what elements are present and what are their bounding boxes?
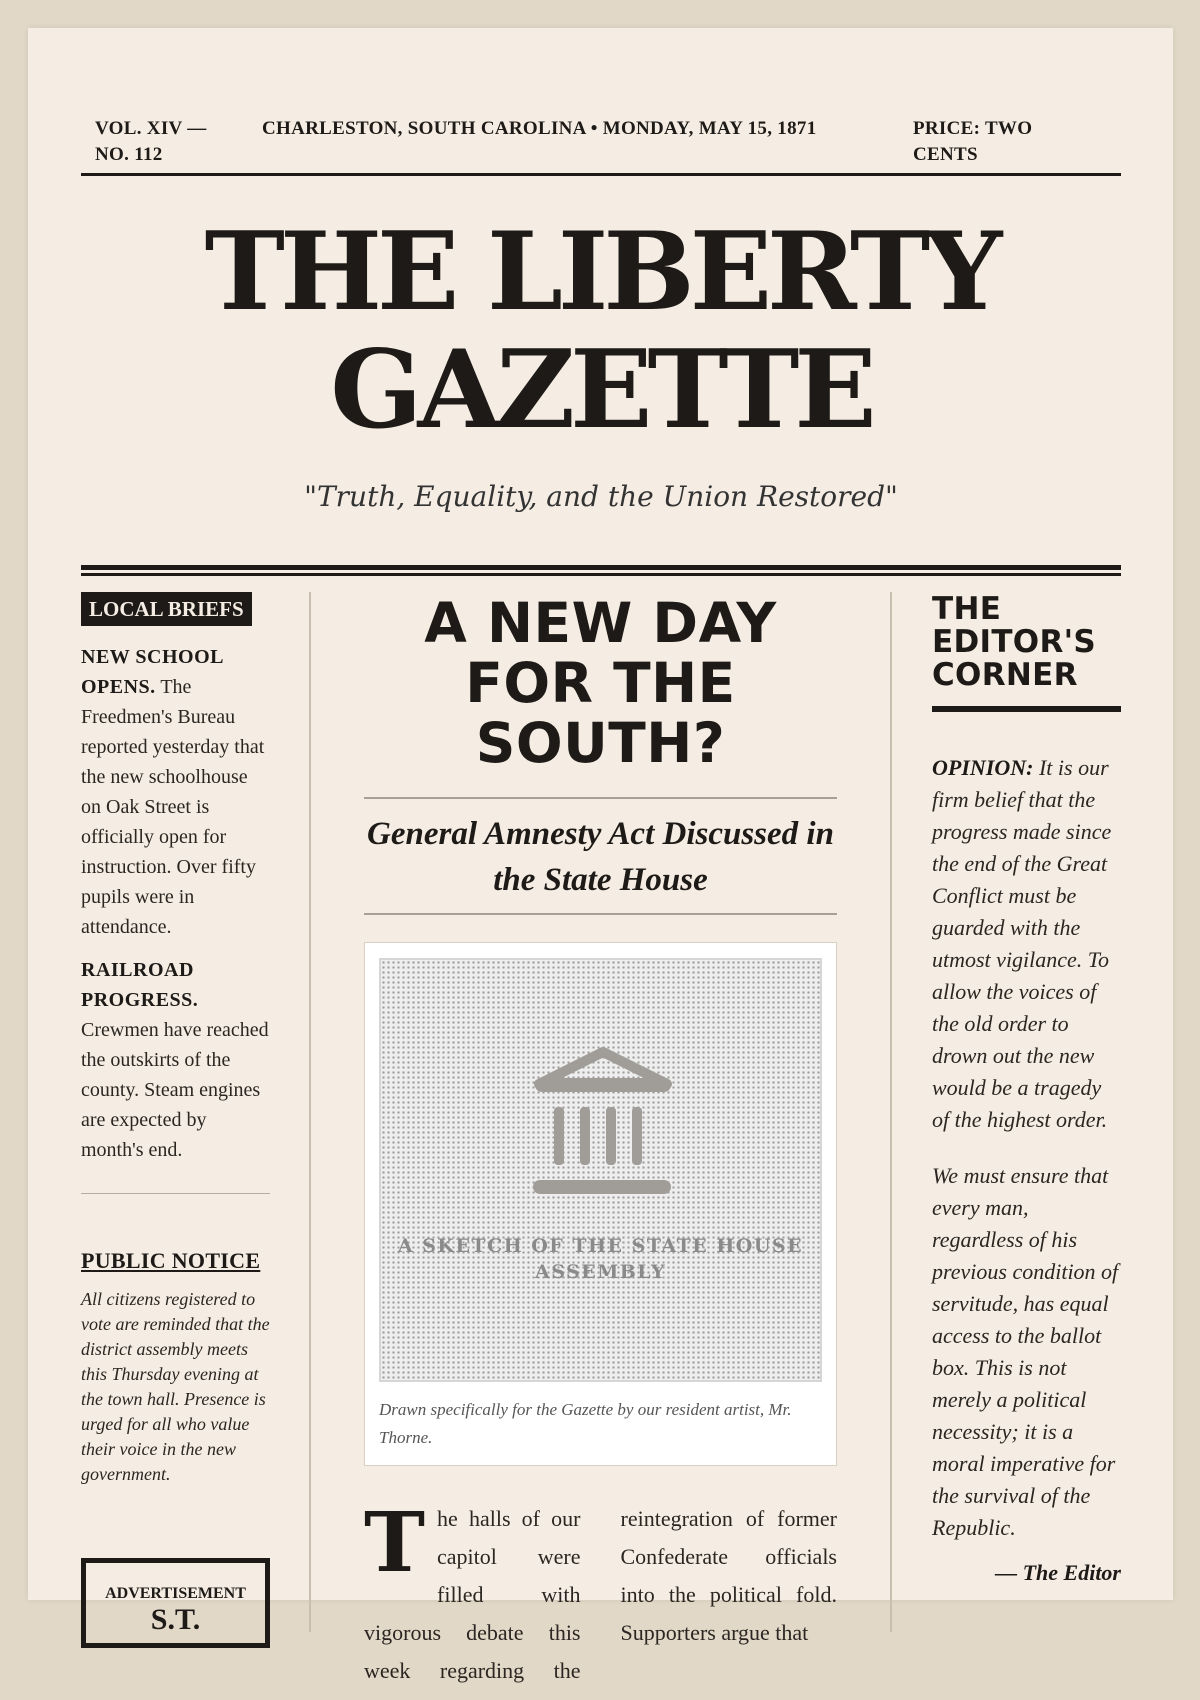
brief-text: The Freedmen's Bureau reported yesterday that the new schoolhouse on Oak Street is officially open for instruction. Over fifty pupils were in attendance.	[81, 676, 265, 938]
lead-headline: A NEW DAY FOR THE SOUTH?	[424, 591, 777, 775]
illustration-caption: Drawn specifically for the Gazette by our resident artist, Mr. Thorne.	[379, 1400, 792, 1447]
newspaper-page	[28, 28, 1173, 1683]
title-line-1: THE LIBERTY	[204, 209, 998, 335]
story-illustration	[364, 942, 837, 1466]
editor-signoff: — The Editor	[995, 1560, 1121, 1585]
advertisement-box	[81, 1558, 270, 1648]
drop-cap: T	[364, 1495, 426, 1591]
sketch-label: A SKETCH OF THE STATE HOUSE ASSEMBLY	[397, 1235, 804, 1283]
masthead-info-bar	[81, 88, 1121, 176]
brief-item	[81, 642, 270, 942]
opinion-text: It is our firm belief that the progress made since the end of the Great Conflict must be guarded with the utmost vigilance. To allow the voices of the old order to drown out the new would be a tragedy of the highest order.	[932, 755, 1112, 1132]
local-briefs-badge: LOCAL BRIEFS	[81, 592, 252, 626]
opinion-paragraph	[932, 752, 1121, 1136]
column-divider-left	[309, 592, 311, 1632]
state-house-columns-icon	[529, 1044, 677, 1204]
public-notice-heading: PUBLIC NOTICE	[81, 1248, 261, 1273]
brief-item	[81, 955, 270, 1165]
double-rule-bottom	[81, 573, 1121, 576]
double-rule-top	[81, 565, 1121, 570]
editors-corner	[932, 593, 1121, 1586]
story-text: he halls of our capitol were filled with vigorous debate this week regarding the reintegration of former Confederate officials into the political fold. Supporters argue that	[364, 1506, 837, 1683]
newspaper-title	[81, 209, 1121, 453]
advertisement-label: ADVERTISEMENT	[105, 1585, 246, 1602]
title-line-2: GAZETTE	[330, 327, 872, 453]
price: PRICE: TWO CENTS	[913, 118, 1033, 165]
sketch-placeholder	[379, 958, 822, 1382]
brief-text: Crewmen have reached the outskirts of the county. Steam engines are expected by month's end.	[81, 1019, 269, 1161]
section-divider	[81, 1193, 270, 1194]
left-column	[81, 592, 270, 1487]
editors-corner-heading: THE EDITOR'S CORNER	[932, 593, 1121, 712]
volume-number: VOL. XIV — NO. 112	[95, 118, 207, 165]
lead-story-body	[364, 1495, 837, 1700]
brief-headline: RAILROAD PROGRESS.	[81, 959, 199, 1011]
lead-story	[364, 593, 837, 1700]
opinion-paragraph: We must ensure that every man, regardless of his previous condition of servitude, has equal access to the ballot box. This is not merely a political necessity; it is a moral imperative for the survival of the Republic.	[932, 1163, 1119, 1540]
motto: "Truth, Equality, and the Union Restored"	[304, 480, 898, 513]
opinion-label: OPINION:	[932, 755, 1034, 780]
lead-subhead: General Amnesty Act Discussed in the State House	[364, 797, 837, 915]
advertisement-text: S.T.	[150, 1603, 201, 1636]
column-divider-right	[890, 592, 892, 1632]
dateline: CHARLESTON, SOUTH CAROLINA • MONDAY, MAY 15, 1871	[262, 118, 817, 139]
public-notice-text: All citizens registered to vote are reminded that the district assembly meets this Thursday evening at the town hall. Presence is urged for all who value their voice in the new government.	[81, 1289, 270, 1484]
brief-headline: NEW SCHOOL OPENS.	[81, 646, 223, 698]
